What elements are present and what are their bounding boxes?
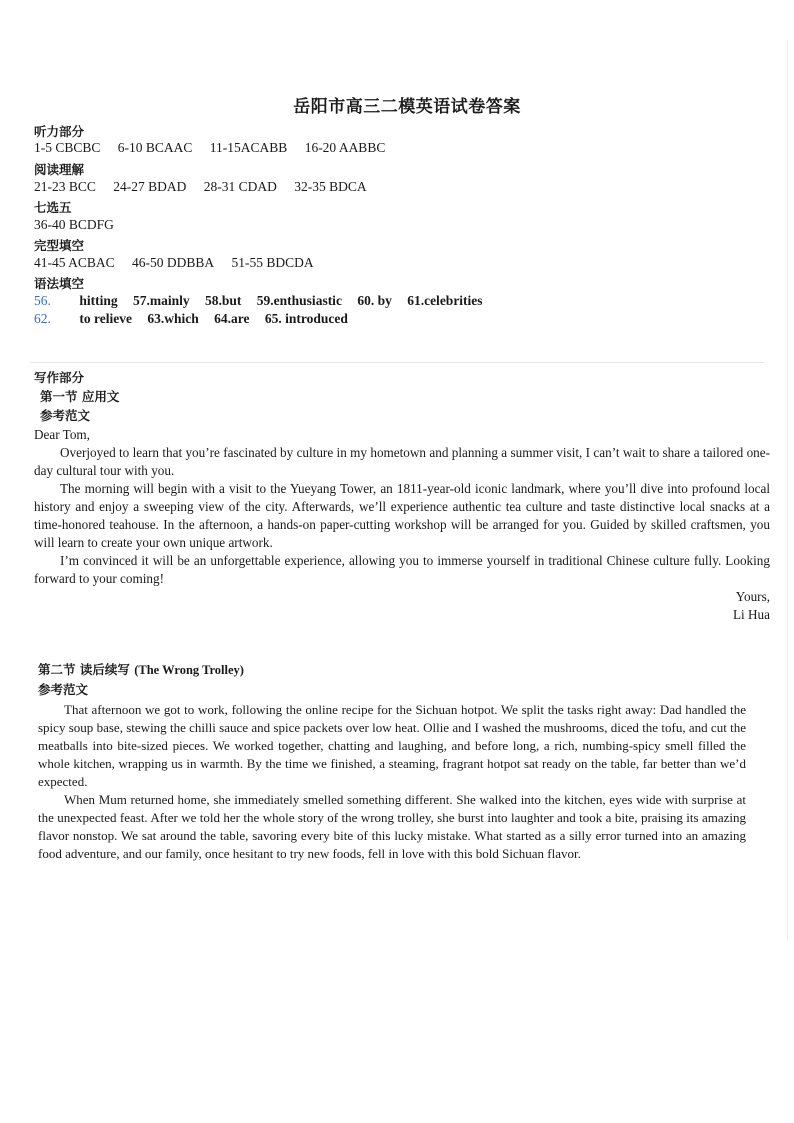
reading-answers (34, 179, 381, 195)
section-divider (30, 362, 764, 363)
answer-group: 1-5 CBCBC (34, 140, 101, 155)
question-number: 56. (34, 293, 51, 308)
letter-signature: Li Hua (733, 607, 770, 622)
essay-paragraph: Overjoyed to learn that you’re fascinated by culture in my hometown and planning a summer visit, I can’t wait to share a tailored one-day cultural tour with you. (34, 445, 770, 478)
letter-greeting: Dear Tom, (34, 427, 90, 442)
answer-group: 6-10 BCAAC (117, 140, 193, 155)
grammar-answers-row-1 (34, 293, 495, 309)
grammar-answer: 64.are (214, 311, 250, 326)
grammar-answers-row-2 (34, 311, 360, 327)
page-title: 岳阳市高三二模英语试卷答案 (293, 97, 521, 117)
continuation-essay (38, 701, 746, 863)
answer-group: 41-45 ACBAC (34, 255, 115, 270)
essay-paragraph: When Mum returned home, she immediately smelled something different. She walked into the kitchen, eyes wide with surprise at the unexpected feast. After we told her the whole story of the wrong trolley, she burst into laughter and took a bite, praising its amazing flavor nonstop. We sat around the table, savoring every bite of this lucky mistake. What started as a silly error turned into an amazing food adventure, and our family, once hesitant to try new foods, fell in love with this bold Sichuan flavor. (38, 792, 746, 861)
reading-heading: 阅读理解 (34, 162, 85, 177)
writing-part2-heading-title: (The Wrong Trolley) (134, 663, 244, 677)
cloze-answers (34, 255, 328, 271)
answer-group: 32-35 BDCA (294, 179, 367, 194)
grammar-answer: 65. introduced (264, 311, 348, 326)
essay-paragraph: The morning will begin with a visit to the Yueyang Tower, an 1811-year-old iconic landmark, where you’ll dive into profound local history and enjoy a sweeping view of the city. Afterwards, we’ll experience authentic tea culture and taste distinctive local snacks at a time-honored teahouse. In the afternoon, a hands-on paper-cutting workshop will be arranged for you. Guided by skilled craftsmen, you will learn to create your own unique artwork. (34, 481, 770, 550)
grammar-answer: to relieve (79, 311, 132, 326)
grammar-answer: 59.enthusiastic (256, 293, 342, 308)
listening-heading: 听力部分 (34, 124, 85, 139)
grammar-answer: 60. by (357, 293, 392, 308)
listening-answers (34, 140, 399, 156)
essay-paragraph: I’m convinced it will be an unforgettable experience, allowing you to immerse yourself in traditional Chinese culture fully. Looking forward to your coming! (34, 553, 770, 586)
answer-group: 11-15ACABB (209, 140, 288, 155)
writing-part2-sub: 参考范文 (38, 682, 89, 697)
question-number: 62. (34, 311, 51, 326)
answer-group: 21-23 BCC (34, 179, 96, 194)
writing-part2-heading (38, 660, 244, 678)
grammar-heading: 语法填空 (34, 276, 85, 291)
writing-heading: 写作部分 (34, 370, 85, 385)
answer-group: 24-27 BDAD (113, 179, 187, 194)
letter-closing: Yours, (735, 589, 770, 604)
essay-paragraph: That afternoon we got to work, following the online recipe for the Sichuan hotpot. We split the tasks right away: Dad handled the spicy soup base, stewing the chilli sauce and spice packets over low heat. Ollie and I washed the mushrooms, diced the tofu, and cut the meatballs into bite-sized pieces. We worked together, chatting and laughing, and before long, a rich, numbing-spicy smell filled the whole kitchen, wrapping us in warmth. By the time we finished, a steaming, fragrant hotpot sat ready on the table, far better than we’d expected. (38, 702, 746, 789)
writing-part1-sub: 参考范文 (40, 408, 91, 423)
scan-edge-line (787, 40, 788, 940)
answer-group: 46-50 DDBBA (132, 255, 215, 270)
grammar-answer: hitting (79, 293, 118, 308)
seven-choose-five-heading: 七选五 (34, 200, 72, 215)
answer-group: 36-40 BCDFG (34, 217, 114, 232)
answer-group: 16-20 AABBC (304, 140, 386, 155)
letter-essay (34, 426, 770, 588)
grammar-answer: 63.which (147, 311, 199, 326)
seven-choose-five-answers (34, 217, 128, 233)
grammar-answer: 58.but (205, 293, 242, 308)
answer-group: 28-31 CDAD (203, 179, 277, 194)
cloze-heading: 完型填空 (34, 238, 85, 253)
writing-part1-heading: 第一节 应用文 (40, 389, 120, 404)
answer-group: 51-55 BDCDA (231, 255, 314, 270)
grammar-answer: 61.celebrities (407, 293, 483, 308)
grammar-answer: 57.mainly (133, 293, 190, 308)
writing-part2-heading-prefix: 第二节 读后续写 (38, 662, 130, 677)
